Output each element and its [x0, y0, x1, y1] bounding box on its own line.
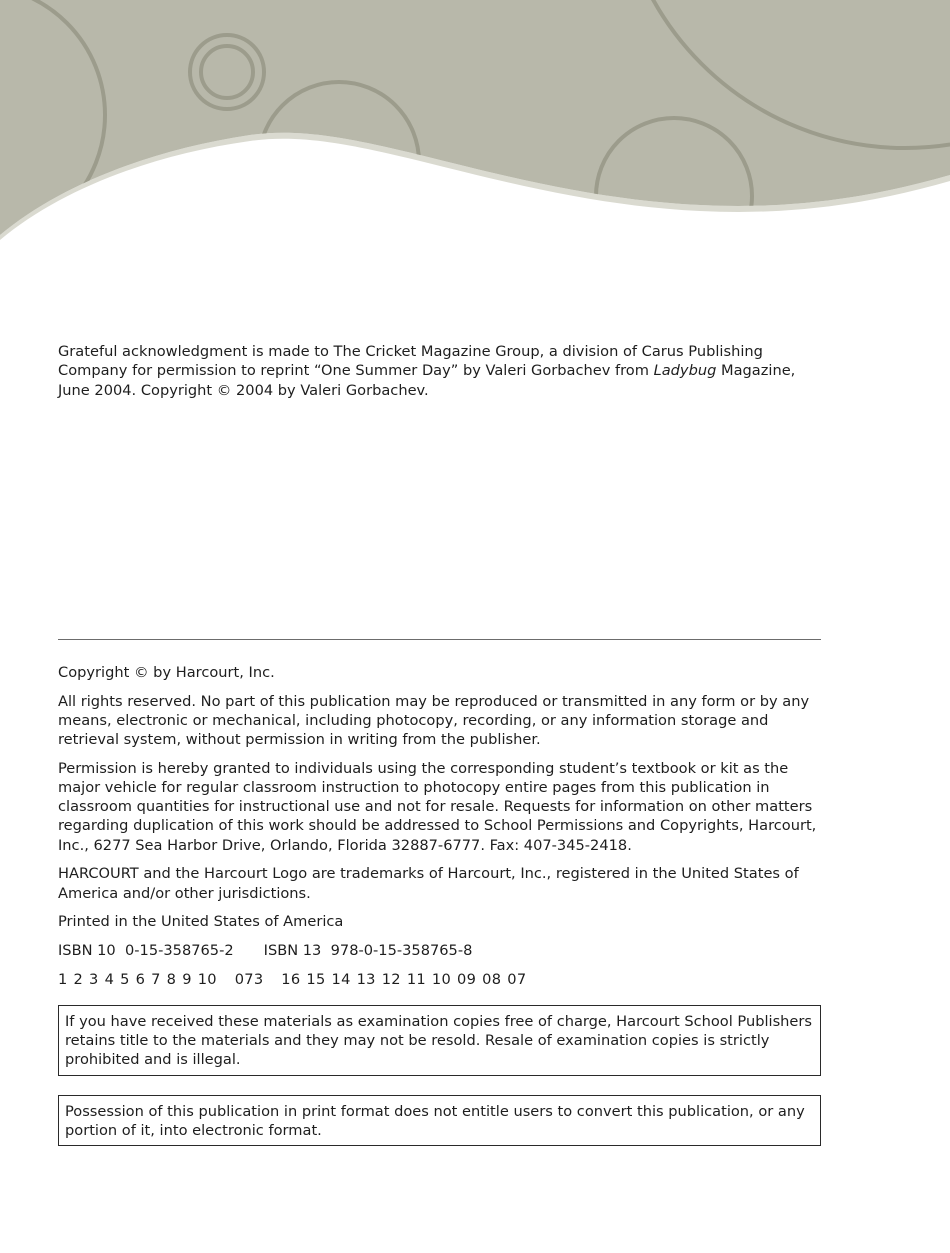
- electronic-format-notice: Possession of this publication in print format does not entitle users to convert this publication, or any portion of it, into electronic format.: [58, 1095, 821, 1146]
- isbn-13: ISBN 13 978-0-15-358765-8: [263, 941, 473, 959]
- isbn-line: [58, 941, 828, 960]
- trademark-paragraph: HARCOURT and the Harcourt Logo are trademarks of Harcourt, Inc., registered in the United States of America and/or other jurisdictions.: [58, 865, 799, 902]
- rights-reserved: All rights reserved. No part of this publication may be reproduced or transmitted in any form or by any means, electronic or mechanical, including photocopy, recording, or any information storage and retrieval system, without permission in writing from the publisher.: [58, 692, 810, 749]
- print-line: 1 2 3 4 5 6 7 8 9 10 073 16 15 14 13 12 11 10 09 08 07: [58, 970, 527, 988]
- permission-paragraph: Permission is hereby granted to individuals using the corresponding student’s textbook or kit as the major vehicle for regular classroom instruction to photocopy entire pages from this publication in classroom quantities for instructional use and not for resale. Requests for information on other matters regarding duplication of this work should be addressed to School Permissions and Copyrights, Harcourt, Inc., 6277 Sea Harbor Drive, Orlando, Florida 32887-6777. Fax: 407-345-2418.: [58, 759, 817, 854]
- examination-copy-notice: If you have received these materials as examination copies free of charge, Harcourt School Publishers retains title to the materials and they may not be resold. Resale of examination copies is strictly prohibited and is illegal.: [58, 1005, 821, 1076]
- decorative-header-wave: [0, 0, 950, 250]
- wave-background: [0, 0, 950, 235]
- printed-in: Printed in the United States of America: [58, 913, 344, 931]
- acknowledgment-paragraph: [58, 342, 828, 400]
- ack-magazine-title: Ladybug: [653, 362, 717, 380]
- horizontal-divider: [58, 639, 821, 640]
- copyright-line: Copyright © by Harcourt, Inc.: [58, 664, 275, 681]
- isbn-10: ISBN 10 0-15-358765-2: [58, 941, 234, 959]
- ack-text-after: Magazine, June 2004. Copyright © 2004 by Valeri Gorbachev.: [58, 362, 796, 399]
- ack-text-before: Grateful acknowledgment is made to The Cricket Magazine Group, a division of Carus Publishing Company for permission to reprint “One Summer Day” by Valeri Gorbachev from: [58, 343, 763, 380]
- copyright-block: [58, 663, 828, 998]
